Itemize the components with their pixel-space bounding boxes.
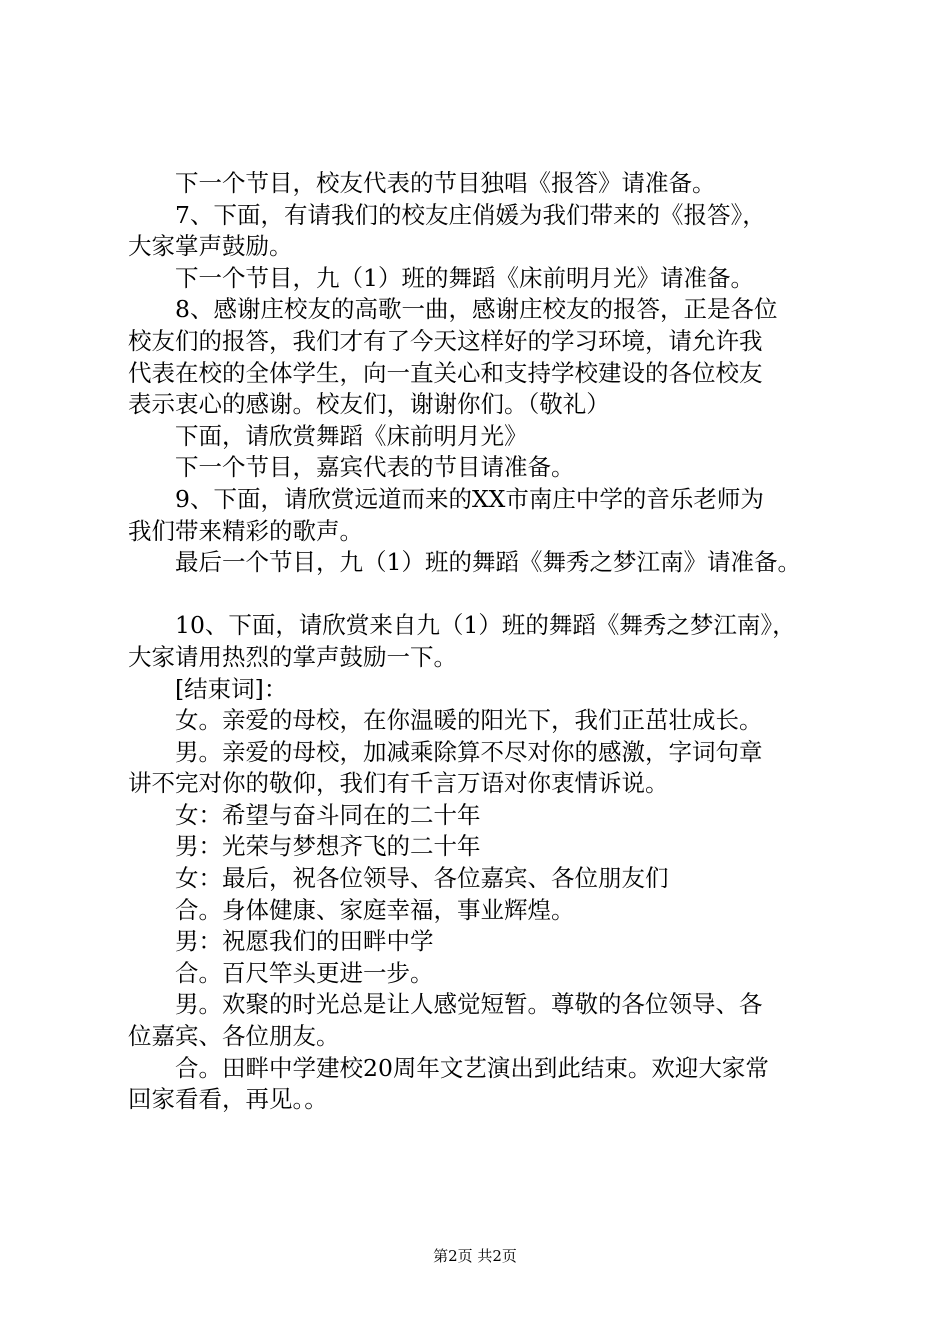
paragraph-line: 回家看看，再见。。: [128, 1085, 328, 1114]
paragraph-line: 女。亲爱的母校，在你温暖的阳光下，我们正茁壮成长。: [175, 706, 763, 735]
paragraph-line: 男。欢聚的时光总是让人感觉短暂。尊敬的各位领导、各: [175, 990, 763, 1019]
paragraph-line: 合。田畔中学建校20周年文艺演出到此结束。欢迎大家常: [175, 1053, 769, 1082]
paragraph-line: 校友们的报答，我们才有了今天这样好的学习环境，请允许我: [128, 326, 763, 355]
paragraph-line: 位嘉宾、各位朋友。: [128, 1022, 340, 1051]
paragraph-line: 下面，请欣赏舞蹈《床前明月光》: [175, 421, 528, 450]
paragraph-line: 最后一个节目，九（1）班的舞蹈《舞秀之梦江南》请准备。: [175, 548, 801, 577]
paragraph-line: 下一个节目，九（1）班的舞蹈《床前明月光》请准备。: [175, 263, 754, 292]
paragraph-line: 女：最后，祝各位领导、各位嘉宾、各位朋友们: [175, 864, 669, 893]
paragraph-line: 合。身体健康、家庭幸福，事业辉煌。: [175, 895, 575, 924]
paragraph-line: 10、下面，请欣赏来自九（1）班的舞蹈《舞秀之梦江南》，: [175, 611, 796, 640]
paragraph-line: 大家请用热烈的掌声鼓励一下。: [128, 642, 457, 671]
paragraph-line: 大家掌声鼓励。: [128, 232, 293, 261]
paragraph-line: 表示衷心的感谢。校友们，谢谢你们。（敬礼）: [128, 390, 610, 419]
paragraph-line: 男。亲爱的母校，加减乘除算不尽对你的感激，字词句章: [175, 737, 763, 766]
paragraph-line: 我们带来精彩的歌声。: [128, 516, 363, 545]
paragraph-line: 7、下面，有请我们的校友庄俏媛为我们带来的《报答》，: [175, 200, 766, 229]
paragraph-line: 代表在校的全体学生，向一直关心和支持学校建设的各位校友: [128, 358, 763, 387]
paragraph-line: 合。百尺竿头更进一步。: [175, 958, 434, 987]
paragraph-line: 男：祝愿我们的田畔中学: [175, 927, 434, 956]
section-label: [结束词]：: [175, 674, 288, 703]
paragraph-line: 8、感谢庄校友的高歌一曲，感谢庄校友的报答，正是各位: [175, 295, 778, 324]
paragraph-line: 讲不完对你的敬仰，我们有千言万语对你衷情诉说。: [128, 769, 669, 798]
document-body: [128, 168, 843, 1116]
page-number-footer: 第2页 共2页: [433, 1247, 517, 1265]
paragraph-line: 下一个节目，校友代表的节目独唱《报答》请准备。: [175, 169, 716, 197]
paragraph-line: 女：希望与奋斗同在的二十年: [175, 800, 481, 829]
paragraph-line: 9、下面，请欣赏远道而来的XX市南庄中学的音乐老师为: [175, 484, 764, 513]
paragraph-line: 男：光荣与梦想齐飞的二十年: [175, 832, 481, 861]
paragraph-line: 下一个节目，嘉宾代表的节目请准备。: [175, 453, 575, 482]
blank-line: [128, 579, 843, 611]
